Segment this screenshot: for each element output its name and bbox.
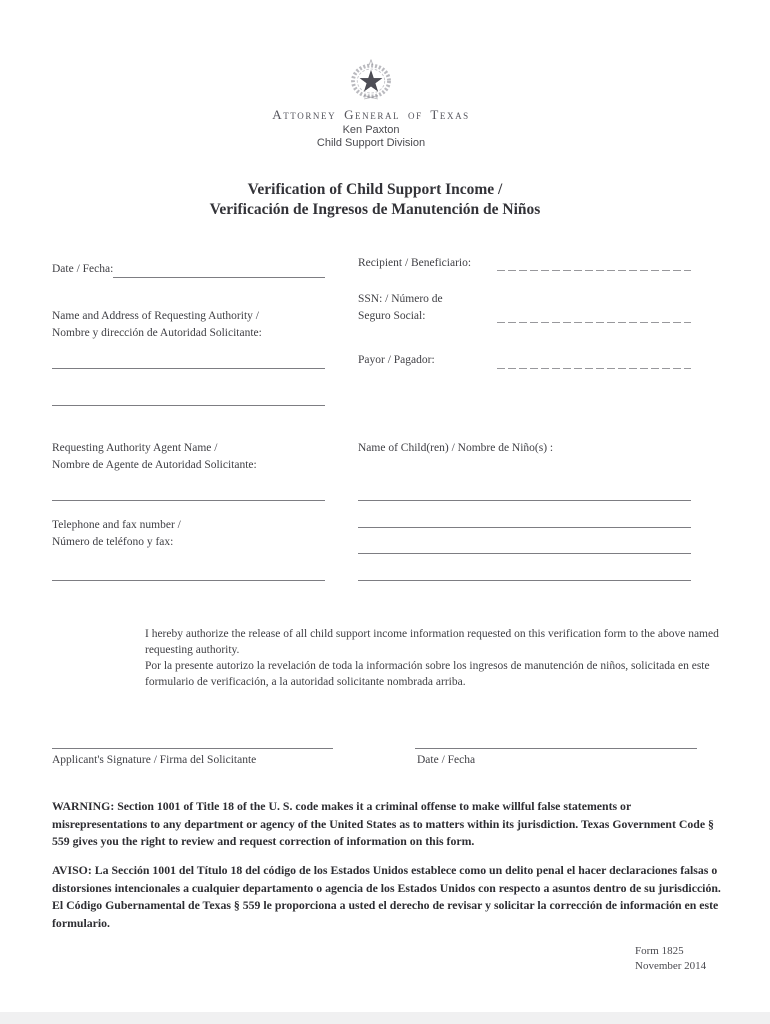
ssn-fill-line[interactable] — [497, 322, 691, 323]
date-fill-line[interactable] — [113, 277, 325, 278]
date-label: Date / Fecha: — [52, 263, 114, 275]
payor-label: Payor / Pagador: — [358, 354, 435, 366]
division-name: Child Support Division — [316, 137, 426, 149]
requesting-authority-label — [52, 308, 262, 341]
form-title-spanish: Verificación de Ingresos de Manutención de Niños — [209, 201, 541, 218]
signature-date-fill-line[interactable] — [415, 748, 697, 749]
phone-fax-label-english: Telephone and fax number / — [52, 519, 181, 531]
agent-name-label — [52, 440, 257, 473]
requesting-authority-label-english: Name and Address of Requesting Authority / — [52, 310, 259, 322]
authorization-statement — [145, 626, 725, 690]
authority-address-fill-line-1[interactable] — [52, 368, 325, 369]
form-footer — [635, 944, 706, 974]
applicant-signature-fill-line[interactable] — [52, 748, 333, 749]
child-name-fill-line-4[interactable] — [358, 580, 691, 581]
warning-paragraph: WARNING: Section 1001 of Title 18 of the U. S. code makes it a criminal offense to make willful false statements or misrepresentations to any department or agency of the United States as to matters within its jurisdiction. Texas Government Code § 559 gives you the right to review and request correction of information on this form. — [52, 799, 714, 848]
child-name-fill-line-2[interactable] — [358, 527, 691, 528]
form-number: Form 1825 — [635, 945, 684, 957]
form-title-english: Verification of Child Support Income / — [247, 181, 503, 198]
ssn-label-line1: SSN: / Número de — [358, 293, 443, 305]
agent-name-label-english: Requesting Authority Agent Name / — [52, 442, 218, 454]
ssn-label-line2: Seguro Social: — [358, 309, 426, 322]
recipient-label: Recipient / Beneficiario: — [358, 257, 472, 269]
form-title — [0, 180, 750, 220]
form-revision-date: November 2014 — [635, 960, 707, 972]
payor-fill-line[interactable] — [497, 368, 691, 369]
child-name-fill-line-1[interactable] — [358, 500, 691, 501]
signature-date-label: Date / Fecha — [417, 754, 476, 766]
agent-name-label-spanish: Nombre de Agente de Autoridad Solicitante: — [52, 458, 257, 471]
ssn-label — [358, 291, 443, 324]
authorization-english: I hereby authorize the release of all child support income information requested on this verification form to the above named requesting authority. — [145, 628, 719, 656]
phone-fax-fill-line[interactable] — [52, 580, 325, 581]
aviso-paragraph: AVISO: La Sección 1001 del Título 18 del código de los Estados Unidos establece como un delito penal el hacer declaraciones falsas o distorsiones intencionales a cualquier departamento o agencia de los Estados Unidos con respecto a asuntos dentro de su jurisdicción. El Código Gubernamental de Texas § 559 le proporciona a usted el derecho de revisar y solicitar la corrección de información en este formulario. — [52, 863, 721, 930]
phone-fax-label-spanish: Número de teléfono y fax: — [52, 535, 174, 548]
agent-name-fill-line[interactable] — [52, 500, 325, 501]
texas-state-seal-icon — [343, 57, 399, 105]
child-name-fill-line-3[interactable] — [358, 553, 691, 554]
phone-fax-label — [52, 517, 181, 550]
authorization-spanish: Por la presente autorizo la revelación de toda la información sobre los ingresos de manutención de niños, solicitada en este formulario de verificación, a la autoridad solicitante nombrada arriba. — [145, 660, 710, 688]
requesting-authority-label-spanish: Nombre y dirección de Autoridad Solicitante: — [52, 326, 262, 339]
children-label: Name of Child(ren) / Nombre de Niño(s) : — [358, 442, 554, 454]
authority-address-fill-line-2[interactable] — [52, 405, 325, 406]
agency-name: Attorney General of Texas — [272, 107, 470, 122]
attorney-general-name: Ken Paxton — [342, 124, 400, 136]
page-bottom-edge — [0, 1012, 770, 1024]
applicant-signature-label: Applicant's Signature / Firma del Solicitante — [52, 754, 257, 766]
recipient-fill-line[interactable] — [497, 270, 691, 271]
